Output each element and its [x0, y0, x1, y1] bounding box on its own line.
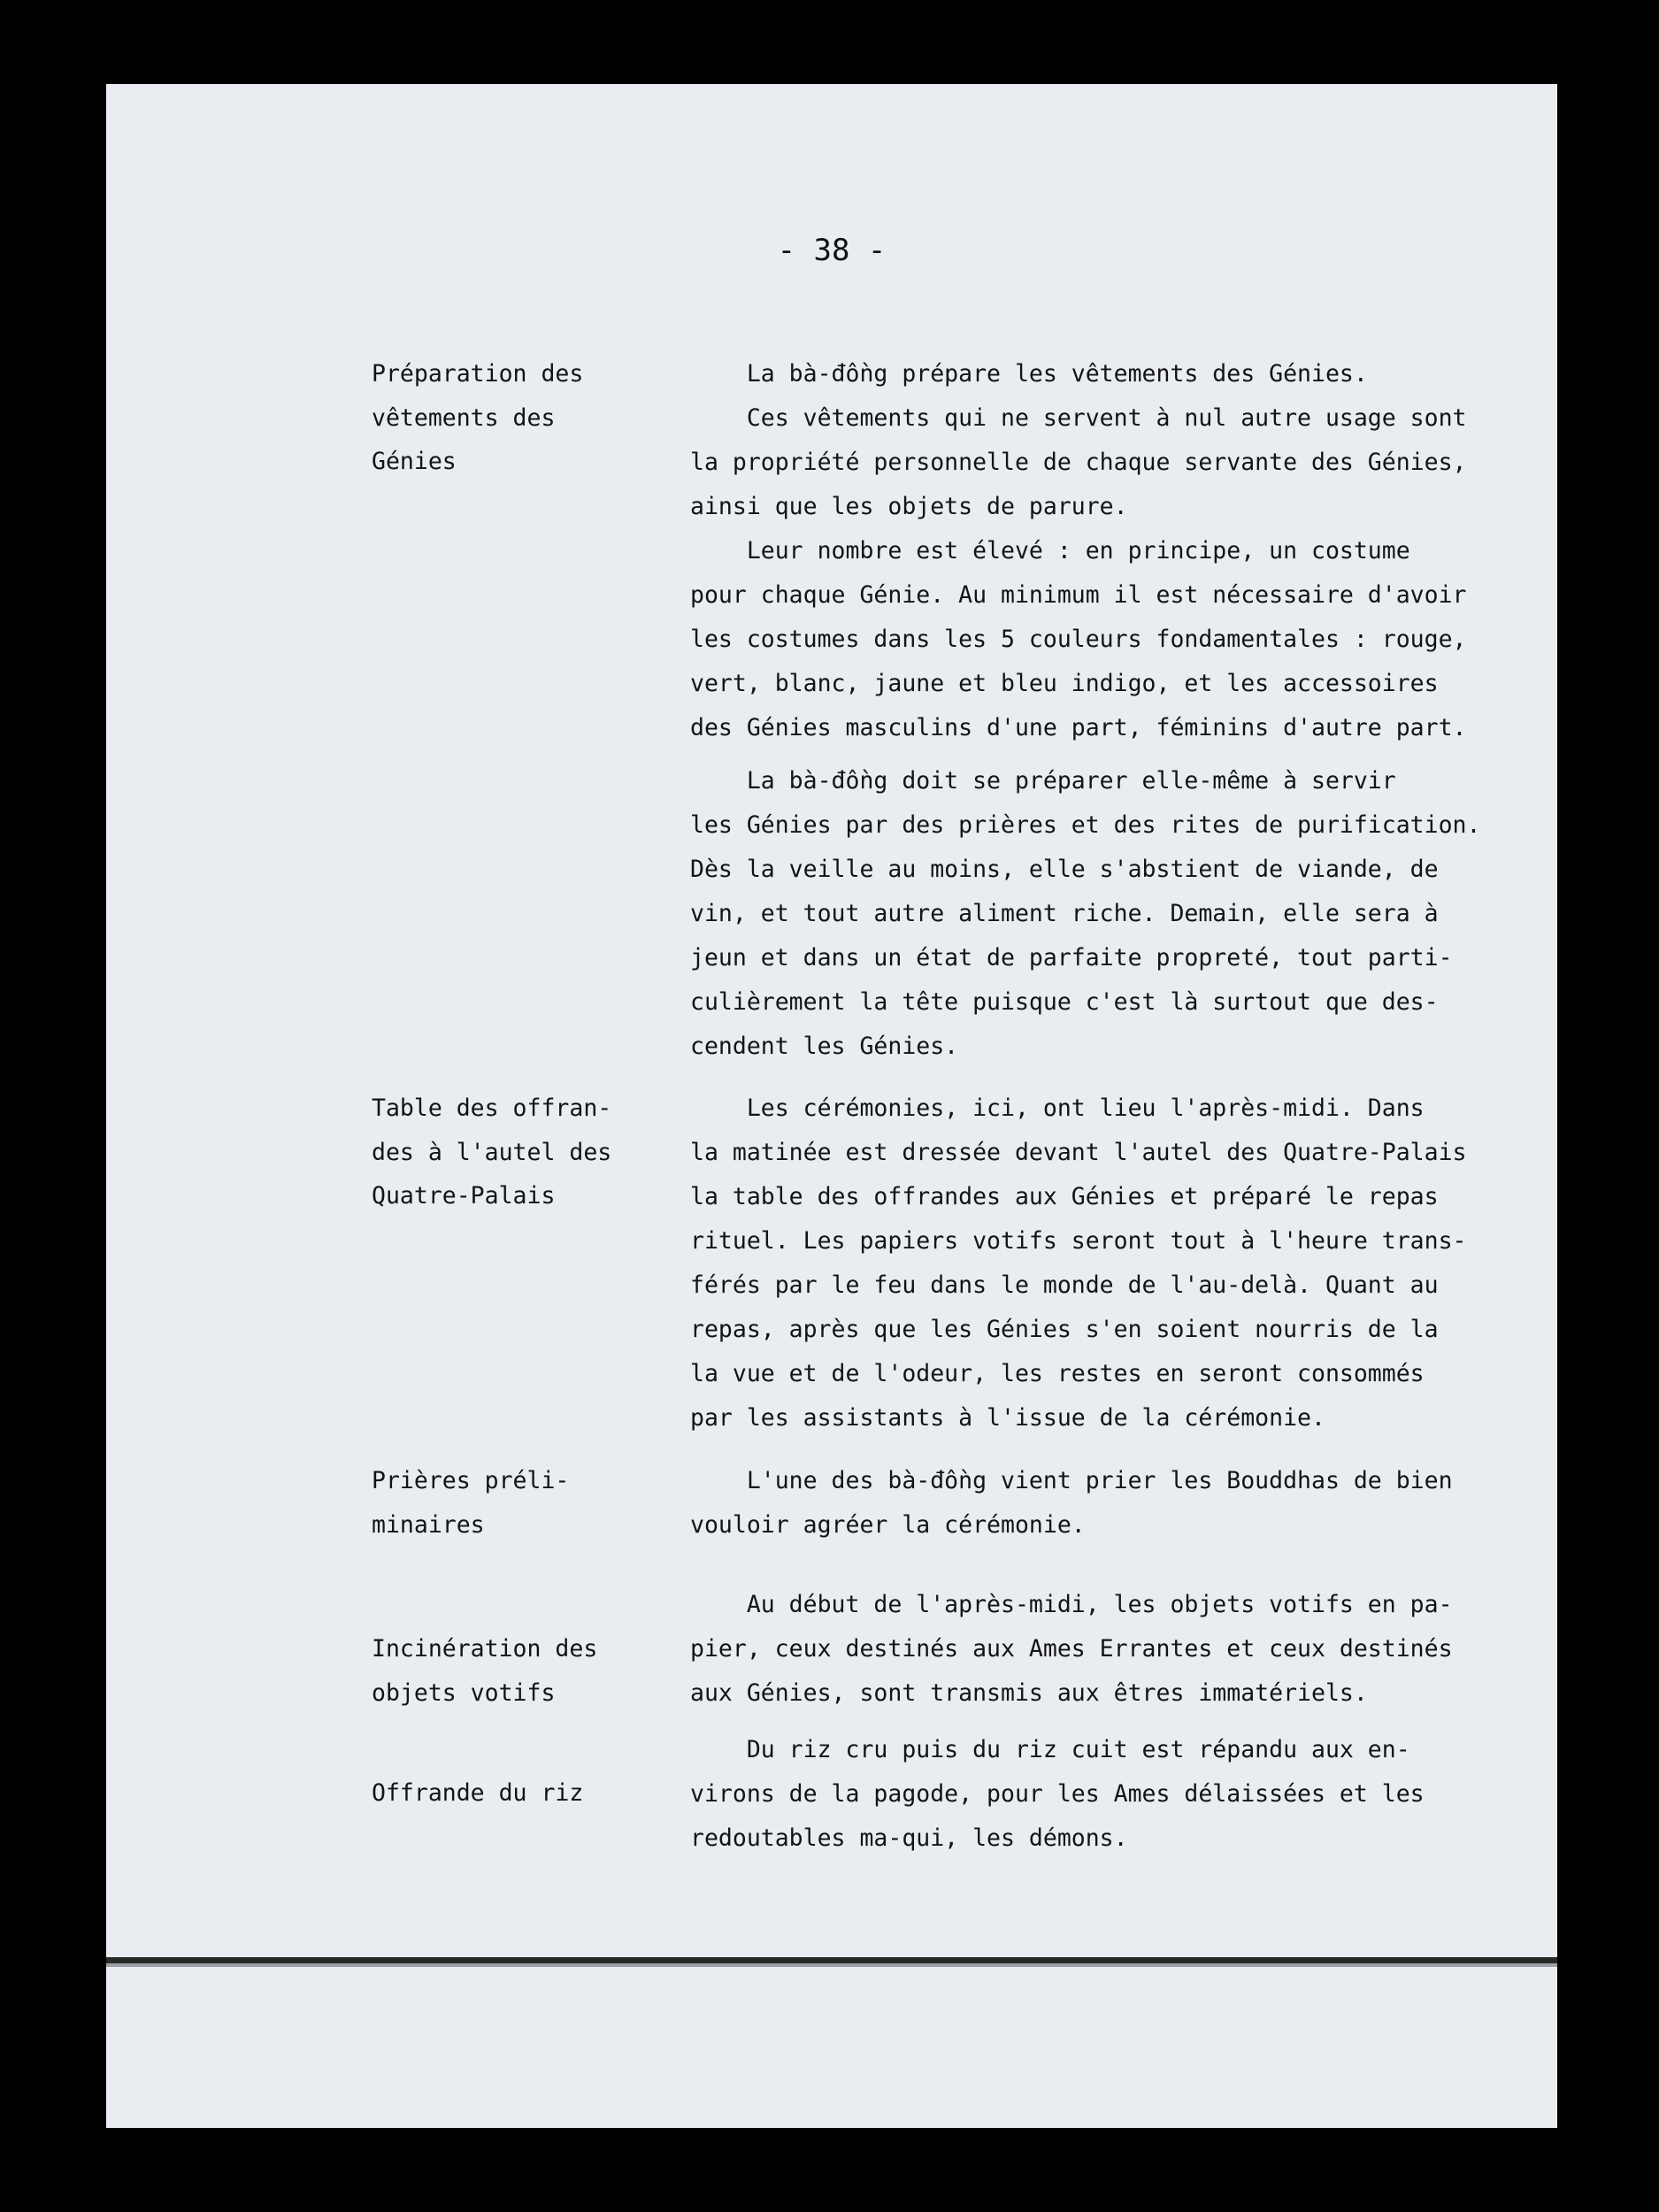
paragraph [690, 1583, 1513, 1716]
text-line: aux Génies, sont transmis aux êtres immatériels. [690, 1679, 1368, 1707]
margin-heading-incineration [372, 1627, 664, 1715]
page-edge-rule [106, 1957, 1557, 1963]
margin-line: Préparation des [372, 360, 584, 388]
document-page [106, 84, 1557, 2128]
text-line: pour chaque Génie. Au minimum il est nécessaire d'avoir [690, 581, 1467, 609]
text-line: Les cérémonies, ici, ont lieu l'après-midi. Dans [690, 1094, 1425, 1122]
text-line: La bà-đồng doit se préparer elle-même à servir [690, 767, 1396, 795]
margin-line: Table des offran- [372, 1094, 612, 1122]
paragraph [690, 1459, 1513, 1548]
paragraph [690, 1087, 1513, 1440]
margin-line: minaires [372, 1510, 485, 1539]
margin-line: Offrande du riz [372, 1779, 584, 1807]
text-line: Du riz cru puis du riz cuit est répandu aux en- [690, 1736, 1410, 1763]
text-line: jeun et dans un état de parfaite propreté, tout parti- [690, 944, 1453, 972]
paragraph [690, 352, 1513, 396]
margin-heading-prieres [372, 1459, 664, 1547]
text-line: repas, après que les Génies s'en soient nourris de la [690, 1316, 1439, 1343]
text-line: la table des offrandes aux Génies et préparé le repas [690, 1183, 1439, 1210]
margin-line: objets votifs [372, 1678, 556, 1707]
text-line: L'une des bà-đồng vient prier les Bouddhas de bien [690, 1467, 1453, 1494]
text-line: la propriété personnelle de chaque servante des Génies, [690, 449, 1467, 476]
text-line: culièrement la tête puisque c'est là surtout que des- [690, 988, 1439, 1016]
text-line: les costumes dans les 5 couleurs fondamentales : rouge, [690, 626, 1467, 653]
margin-line: Quatre-Palais [372, 1182, 556, 1210]
page-edge-shadow [106, 1963, 1557, 1967]
margin-heading-offrande-riz [372, 1771, 664, 1816]
text-line: vert, blanc, jaune et bleu indigo, et les accessoires [690, 670, 1439, 697]
paragraph [690, 759, 1513, 1069]
text-line: cendent les Génies. [690, 1033, 959, 1060]
text-line: Leur nombre est élevé : en principe, un costume [690, 537, 1410, 565]
page-number: - 38 - [777, 233, 887, 268]
text-line: des Génies masculins d'une part, féminins d'autre part. [690, 714, 1467, 741]
text-line: vouloir agréer la cérémonie. [690, 1511, 1086, 1539]
margin-line: vêtements des [372, 403, 556, 432]
text-line: redoutables ma-qui, les démons. [690, 1824, 1128, 1852]
margin-line: Génies [372, 448, 457, 475]
text-line: ainsi que les objets de parure. [690, 493, 1128, 520]
text-line: Dès la veille au moins, elle s'abstient de viande, de [690, 856, 1439, 883]
text-line: vin, et tout autre aliment riche. Demain, elle sera à [690, 900, 1439, 927]
text-line: La bà-đồng prépare les vêtements des Génies. [690, 360, 1368, 388]
margin-line: Incinération des [372, 1635, 598, 1663]
text-line: Au début de l'après-midi, les objets votifs en pa- [690, 1591, 1453, 1618]
text-line: la matinée est dressée devant l'autel des Quatre-Palais [690, 1139, 1467, 1166]
text-line: férés par le feu dans le monde de l'au-delà. Quant au [690, 1271, 1439, 1299]
paragraph [690, 396, 1513, 529]
margin-line: Prières préli- [372, 1467, 570, 1494]
text-line: les Génies par des prières et des rites de purification. [690, 811, 1481, 839]
text-line: par les assistants à l'issue de la cérémonie. [690, 1404, 1325, 1432]
paragraph [690, 529, 1513, 750]
text-line: Ces vêtements qui ne servent à nul autre usage sont [690, 404, 1467, 432]
margin-heading-preparation [372, 352, 664, 484]
margin-line: des à l'autel des [372, 1138, 612, 1166]
text-line: rituel. Les papiers votifs seront tout à l'heure trans- [690, 1227, 1467, 1255]
paragraph [690, 1728, 1513, 1861]
margin-heading-table-offrandes [372, 1087, 664, 1218]
text-line: la vue et de l'odeur, les restes en seront consommés [690, 1360, 1425, 1387]
text-line: virons de la pagode, pour les Ames délaissées et les [690, 1780, 1425, 1808]
text-line: pier, ceux destinés aux Ames Errantes et ceux destinés [690, 1635, 1453, 1663]
